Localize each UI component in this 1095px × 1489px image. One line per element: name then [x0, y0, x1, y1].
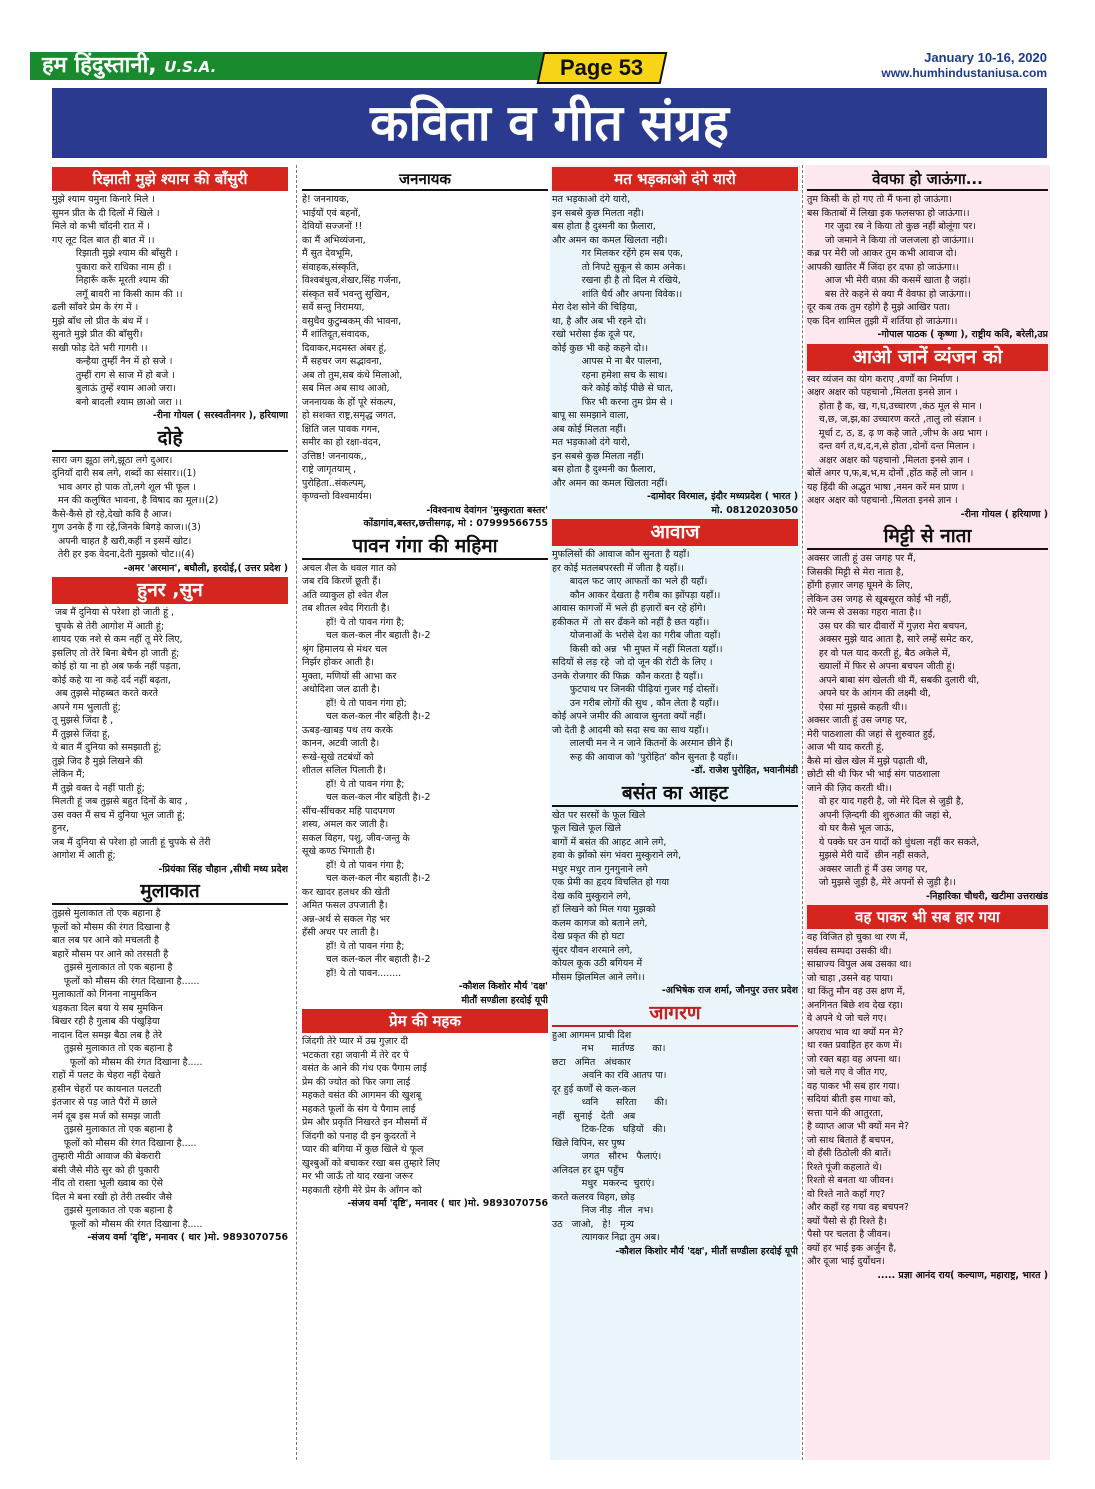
- poem-title: दोहे: [52, 425, 288, 452]
- poem-author: -विश्वनाथ देवांगन 'मुस्कुराता बस्तर' कोंडागांव,बस्तर,छत्तीसगढ़, मो : 07999566755: [363, 504, 548, 529]
- poem-author: -संजय वर्मा 'दृष्टि', मनावर ( धार )मो. 9893070756: [87, 1232, 288, 1243]
- poem-body: सारा जग झूठा लगे,झूठा लगे दुआर। दुनियाँ दारी सब लगे, शब्दों का संसार।।(1) भाव अगर हो पाक तो,लगे शूल भी फूल । मन की कलुषित भावना, है विषाद का मूल।।(2) कैसे-कैसे हो रहे,देखो कवि है आज। गुण उनके हैं गा रहे,जिनके बिगड़े काज।।(3) अपनी चाहत है खरी,कहीं न इसमें खोट। तेरी हर इक वेदना,देती मुझको चोट।।(4): [52, 454, 219, 560]
- poem-jannayak: [300, 167, 550, 531]
- poem-author: -संजय वर्मा 'दृष्टि', मनावर ( धार )मो. 9893070756: [347, 1198, 548, 1209]
- poem-body: मुझे श्याम यमुना किनारे मिले । सुमन प्रीत के दी दिलों में खिले । मिले वो कभी चाँदनी रात में । गए लूट दिल बात ही बात में ।। रिझाती मुझे श्याम की बाँसुरी । पुकारा करे राधिका नाम ही । निहारूँ करूँ मूरती श्याम की लगूँ बावरी ना किसी काम की ।। ढली साँवरे प्रेम के रंग में । मुझे बाँध लो प्रीत के बंध में । सुनाते मुझे प्रीत की बाँसुरी। सखी फोड़ देते भरी गागरी ।। कन्हैया तुम्हीं नैन में हो सजे । तुम्हीं राग से साज में हो बजे । बुलाऊं तुम्हें श्याम आओ जरा। बनो बादली श्याम छाओ जरा ।।: [52, 194, 183, 408]
- brand-usa: U.S.A.: [164, 58, 217, 76]
- poem-body: खेत पर सरसों के फूल खिले फूल खिले फूल खिले बागों में बसंत की आहट आने लगे, हवा के झोंको संग भंवरा मुस्कुराने लगे, मधुर मधुर तान गुनगुनाने लगे एक प्रेमी का हृदय विचलित हो गया देख कवि मुस्कुराने लगे, हॉ लिखने को मिल गया मुझको कलम कागज को बताने लगे, देख प्रकृत की हो घटा सुंदर यौवन शरमाने लगे, कोयल कूक उठी बगियन में मौसम झिलमिल आने लगे।।: [552, 809, 682, 983]
- poem-awaz: [550, 519, 800, 778]
- column-divider: [296, 165, 297, 1460]
- column-divider: [802, 165, 803, 1460]
- poem-title: वह पाकर भी सब हार गया: [807, 905, 1048, 929]
- poem-title: आवाज: [552, 519, 798, 546]
- brand-text: हम हिंदुस्तानी,: [42, 53, 157, 78]
- poem-author: -कौशल किशोर मौर्य 'दक्ष' मीतौं सण्डीला हरदोई यूपी: [458, 981, 548, 1006]
- column-3: [550, 165, 800, 1460]
- column-4: [805, 165, 1050, 1460]
- poem-title: प्रेम की महक: [302, 1009, 548, 1033]
- poem-basant: [550, 780, 800, 998]
- poem-author: -रीना गोयल ( सरस्वतीनगर ), हरियाणा: [152, 410, 288, 421]
- poem-author: -कौशल किशोर मौर्य 'दक्ष', मीतौं सण्डीला हरदोई यूपी: [615, 1245, 798, 1257]
- section-banner: कविता व गीत संग्रह: [52, 88, 1047, 158]
- poem-mulakat: [50, 878, 290, 1245]
- poem-hunar: [50, 577, 290, 876]
- poem-vah-pakar: [805, 905, 1050, 1282]
- poem-title: जननायक: [302, 167, 548, 191]
- poem-body: हुआ आगमन प्राची दिश नभ मार्तण्ड का। छटा अमित अंधकार अवनि का रवि आतप पा। दूर हुई कर्णों से कल-कल ध्वनि सरिता की। नहीं सुनाई देती अब टिक-टिक घड़ियों की। खिले विपिन, सर पुष्प जगत सौरभ फैलाएं। अलिदल हर द्रुम पहुँच मधुर मकरन्द चुराएं। करते कलरव विहग, छोड़ निज नीड़ नील नभ। उठ जाओ, हे! मृत्र्य त्यागकर निद्रा तुम अब।: [552, 1029, 668, 1243]
- publication-name[interactable]: [30, 52, 555, 80]
- column-2: [300, 165, 550, 1460]
- poem-title: मुलाकात: [52, 878, 288, 905]
- column-1: [50, 165, 290, 1460]
- poem-rijhati: [50, 167, 290, 423]
- poem-title: बसंत का आहट: [552, 780, 798, 807]
- poem-body: वह विजित हो चुका था रण में, सर्वस्व सम्पदा उसकी थी। साम्राज्य विपुल अब उसका था। जो चाहा ,उसने वह पाया। था किंतु मौन वह उस क्षण में, अनगिनत बिछे शव देख रहा। वे अपने थे जो चले गए। अपराध भाव था क्यों मन मे? था रक्त प्रवाहित हर कण में। जो रक्त बहा वह अपना था। जो चले गए वे जीत गए, वह पाकर भी सब हार गया। सदियां बीती इस गाथा को, सत्ता पाने की आतुरता, है व्याप्त आज भी क्यों मन मे? जो साथ बिताते हैं बचपन, वो हँसी ठिठोली की बातें। रिश्ते पूंजी कहलाते थे। रिश्तो से बनता था जीवन। वो रिश्ते नाते कहाँ गए? और कहाँ रह गया वह बचपन? क्यों पैसो से ही रिश्ते है। पैसो पर चलता है जीवन। क्यों हर भाई इक अर्जुन है, और दूजा भाई दुर्योधन।: [807, 932, 912, 1267]
- poem-author: -रीना गोयल ( हरियाणा ): [960, 508, 1048, 520]
- poem-body: तुम किसी के हो गए तो मैं फना हो जाऊंगा। बस किताबों में लिखा इक फलसफा हो जाऊंगा।। गर जुदा रब ने किया तो कुछ नहीं बोलूंगा पर। जो जमाने ने किया तो जलजला हो जाऊंगा।। कब्र पर मेरी जो आकर तुम कभी आवाज दो। आपकी खातिर मैं जिंदा हर दफा हो जाऊंगा।। आज भी मेरी वफ़ा की कसमें खाता है जहां। बस तेरे कहने से क्या मैं वेवफा हो जाऊंगा।। दूर कब तक तुम रहोगे है मुझे आखिर पता। एक दिन शामिल तुझी में शर्तिया हो जाऊंगा।।: [807, 194, 976, 327]
- poem-vyanjan: [805, 344, 1050, 522]
- poem-body: स्वर व्यंजन का योग कराए ,वर्णों का निर्माण । अक्षर अक्षर को पहचानो ,मिलता इनसे ज्ञान । होता है क, ख, ग,घ,उच्चारण ,कंठ मूल से मान । च,छ, ज,झ,का उच्चारण करते ,तालु लो संज्ञान । मूर्धा ट, ठ, ड, ढ़ ण कहे जाते ,जीभ के अग्र भाग । दन्त वर्ग त,थ,द,न,से होता ,दोनों दन्त मिलान । अक्षर अक्षर को पहचानो ,मिलता इनसे ज्ञान । बोलें अगर प,फ,ब,भ,म दोनों ,होंठ कहें लो जान । यह हिंदी की अद्भुत भाषा ,नमन करें मन प्राण । अक्षर अक्षर को पहचानो ,मिलता इनसे ज्ञान ।: [807, 373, 989, 506]
- poem-title: मिट्टी से नाता: [807, 523, 1048, 550]
- poem-body: तुझसे मुलाकात तो एक बहाना है फूलों को मौसम की रंगत दिखाना है बात लब पर आने को मचलती है बहारें मौसम पर आने को तरसती है तुझसे मुलाकात तो एक बहाना है फूलों को मौसम की रंगत दिखाना है...... मुलाकातों को गिनना नामुमकिन धड़कता दिल बया ये सब मुमकिन बिखर रही है गुलाब की पंखुड़िया नादान दिल समझ बैठा लब है तेरे तुझसे मुलाकात तो एक बहाना है फूलों को मौसम की रंगत दिखाना है..... राहों में पलट के चेहरा नहीं देखते हसीन चेहरों पर कायनात पलटती इंतजार से पड़ जाते पैरों में छाले नर्म दूब इस मर्ज को समझ जाती तुझसे मुलाकात तो एक बहाना है फूलों को मौसम की रंगत दिखाना है..... तुम्हारी मीठी आवाज की बेकरारी बंसी जैसे मीठे सुर को ही पुकारी नींद तो रास्ता भूली ख्वाब का ऐसे दिल मे बना रखी हो तेरी तस्वीर जैसे तुझसे मुलाकात तो एक बहाना है फूलों को मौसम की रंगत दिखाना है.....: [52, 908, 203, 1230]
- poem-body: मत भड़काओ दंगे यारो, इन सबसे कुछ मिलता नही। बस होता है दुश्मनी का फ़ैलारा, और अमन का कमल खिलता नही। गर मिलकर रहेंगे हम सब एक, तो निपटे सुकून से काम अनेक। रखना ही है तो दिल मे रखिये, शांति धैर्य और अपना विवेक।। मेरा देश सोने की चिड़िया, था, है और अब भी रहने दो। रखो भरोसा ईक दूजे पर, कोई कुछ भी कहे कहने दो।। आपस मे ना बैर पालना, रहना हमेशा सच के साथ। करे कोई कोई पीछे से घात, फिर भी करना तुम प्रेम से । बापू सा समझाने वाला, अब कोई मिलता नहीं। मत भड़काओ दंगे यारो, इन सबसे कुछ मिलता नहीं। बस होता है दुश्मनी का फ़ैलारा, और अमन का कमल खिलता नहीं।: [552, 194, 686, 489]
- website-link[interactable]: www.humhindustaniusa.com: [881, 66, 1047, 80]
- poem-pavan-ganga: [300, 533, 550, 1008]
- poem-body: अचल शैल के धवल गात को जब रवि किरणें छूती हैं। अति व्याकुल हो श्वेत शैल तब शीतल श्वेद गिराती है। हाँ! ये तो पावन गंगा है; चल कल-कल नीर बहाती है।-2 श्रृंग हिमालय से मंथर चल निर्झर होकर आती है। मुक्ता, मणियों सी आभा कर अधोदिशा जल ढाती है। हाँ! ये तो पावन गंगा हो; चल कल-कल नीर बहिती है।-2 ऊबड़-खाबड़ पथ तय करके कानन, अटवी जाती है। रूखे-सूखे तटबंधों को शीतल सलिल पिलाती है। हाँ! ये तो पावन गंगा है; चल कल-कल नीर बहिती है।-2 सींच-सींचकर महि पादपगण शस्य, अमल कर जाती है। सकल विहग, पशु, जीव-जन्तु के सूखे कण्ठ भिगाती है। हाँ! ये तो पावन गंगा है; चल कल-कल नीर बहाती है।-2 कर खादर हलधर की खेती अमित फसल उपजाती है। अन्न-अर्थ से सकल गेह भर हँसी अधर पर लाती है। हाँ! ये तो पावन गंगा है; चल कल-कल नीर बहाती है।-2 हाँ! ये तो पावन........: [302, 562, 431, 979]
- poem-author: ..... प्रज्ञा आनंद राय( कल्याण, महाराष्ट्र, भारत ): [877, 1269, 1048, 1281]
- poem-body: हे! जननायक, भाईयों एवं बहनों, देवियों सज्जनों !! का मैं अभिव्यंजना, मैं सुत देवभूमि, संवाहक,संस्कृति, विश्वबंधुत्व,शेखर,सिंह गर्जना, संस्कृत सर्वे भवन्तु सुखिन, सर्वे सन्तु निरामया, वसुधैव कुटुम्बकम् की भावना, मैं शांतिदूत,संवादक, दिवाकर,मदमस्त अंबर हूं, मैं सहचर जग सद्भावना, अब तो तुम,सब कंधे मिलाओ, सब मिल अब साथ आओ, जननायक के हों पूरे संकल्प, हो सशक्त राष्ट्र,समृद्ध जगत, क्षिति जल पावक गगन, समीर का हो रक्षा-वंदन, उत्तिष्ठ! जननायक,, राष्ट्रे जागृतयाम् , पुरोहिता..संकल्पम्, कृण्वन्तो विश्वमार्यम।: [302, 194, 403, 502]
- poem-jagran: [550, 1000, 800, 1259]
- poem-title: हुनर ,सुन: [52, 577, 288, 604]
- poem-author: -प्रियंका सिंह चौहान ,सीधी मध्य प्रदेश: [158, 863, 288, 875]
- poem-author: -अमर 'अरमान', बघौली, हरदोई,( उत्तर प्रदेश ): [123, 562, 288, 574]
- poem-mat-bhadkao: [550, 167, 800, 517]
- poem-author: -गोपाल पाठक ( कृष्णा ), राष्ट्रीय कवि, बरेली,उप्र: [877, 329, 1048, 340]
- poem-title: मत भड़काओ दंगे यारो: [552, 167, 798, 191]
- issue-date: January 10-16, 2020: [924, 50, 1047, 65]
- poem-body: अक्सर जाती हूं उस जगह पर मैं, जिसकी मिट्टी से मेरा नाता है, होंगी हज़ार जगह घूमने के लिए, लेकिन उस जगह से खूबसूरत कोई भी नहीं, मेरे जन्म से उसका गहरा नाता है।। उस घर की चार दीवारों में गुज़रा मेरा बचपन, अक्सर मुझे याद आता है, सारे लम्हें समेट कर, हर वो पल याद करती हूं, बैठ अकेले में, ख्यालों में फिर से अपना बचपन जीती हूं। अपने बाबा संग खेलती थी मैं, सबकी दुलारी थी, अपने घर के आंगन की लक्ष्मी थी, ऐसा मां मुझसे कहती थी।। अक्सर जाती हूं उस जगह पर, मेरी पाठशाला की जहां से शुरुवात हुई, आज भी याद करती हूं, कैसे मां खेल खेल में मुझे पढ़ाती थी, छोटी सी थी फिर भी भाई संग पाठशाला जाने की ज़िद करती थी।। वो हर याद गहरी है, जो मेरे दिल से जुड़ी है, अपनी ज़िन्दगी की शुरुआत की जहां से, वो घर कैसे भूल जाऊं, ये पक्के घर उन यादों को धुंधला नहीं कर सकते, मुझसे मेरी यादें छीन नहीं सकते, अक्सर जाती हूं मैं उस जगह पर, जो मुझसे जुड़ी है, मेरे अपनों से जुड़ी है।।: [807, 553, 980, 888]
- poem-author: -अभिषेक राज शर्मा, जौनपुर उत्तर प्रदेश: [661, 985, 798, 996]
- page-number: Page 53: [560, 55, 644, 80]
- poem-prem-ki-mahak: [300, 1009, 550, 1211]
- poem-body: मुफलिसों की आवाज कौन सुनता है यहाँ। हर कोई मतलबपरस्ती में जीता है यहाँ।। बादल फट जाए आफतों का भले ही यहाँ। कौन आकर देखता है गरीब का झोंपड़ा यहाँ।। आवास कागजों में भले ही हज़ारों बन रहे होंगे। हकीकत में तो सर ढँकने को नहीं है छत यहाँ।। योजनाओं के भरोसे देश का गरीब जीता यहाँ। किसी को अन्न भी मुफ्त में नहीं मिलता यहाँ।। सदियों से लड़ रहे जो दो जून की रोटी के लिए । उनके रोजगार की फिक्र कौन करता है यहाँ।। फुटपाथ पर जिनकी पीढ़ियां गुजर गई दोस्तों। उन गरीब लोगों की सुध , कौन लेता है यहाँ।। कोई अपने जमीर की आवाज सुनता क्यों नहीं। जो देती है आदमी को सदा सच का साथ यहाँ।। लालची मन ने न जाने कितनों के अरमान छीने हैं। रूह की आवाज को 'पुरोहित' कौन सुनता है यहाँ।।: [552, 549, 738, 763]
- poem-title: जागरण: [552, 1000, 798, 1027]
- poem-body: जिंदगी तेरे प्यार में उम्र गुज़ार दी भटकता रहा जवानी में तेरे दर पे वसंत के आने की गंध एक पैगाम लाई प्रेम की ज्योत को फिर जगा लाई महकते वसंत की आगमन की खुशबू महकते फूलों के संग ये पैगाम लाई प्रेम और प्रकृति निखरते इन मौसमों में जिंदगी को पनाह दी इन कुदरतों ने प्यार की बगिया में कुछ खिले थे फूल खुश्बुओं को बचाकर रखा बस तुम्हारे लिए मर भी जाऊँ तो याद रखना जरूर महकाती रहेगी मेरे प्रेम के आँगन को: [302, 1036, 440, 1196]
- poem-title: पावन गंगा की महिमा: [302, 533, 548, 560]
- page-number-badge: [537, 52, 668, 84]
- poem-author: -निहारिका चौधरी, खटीमा उत्तराखंड: [925, 890, 1048, 902]
- poem-dohe: [50, 425, 290, 576]
- poem-title: रिझाती मुझे श्याम की बाँसुरी: [52, 167, 288, 191]
- poem-author: -डॉ. राजेश पुरोहित, भवानीमंडी: [690, 765, 798, 776]
- poem-author: -दामोदर विरमाल, इंदौर मध्यप्रदेश ( भारत ) मो. 08120203050: [646, 491, 798, 516]
- poem-body: जब मैं दुनिया से परेशा हो जाती हूं , चुपके से तेरी आगोश में आती हूं; शायद एक नशे से कम नहीं तू मेरे लिए, इसलिए तो तेरे बिना बेचैन हो जाती हूं; कोई हो या ना हो अब फर्क नहीं पड़ता, कोई कहे या ना कहे दर्द नहीं बढ़ता, अब तुझसे मोहब्बत करते करते अपने गम भुलाती हूं; तू मुझसे जिंदा है , मैं तुझसे जिंदा हूं, ये बात मैं दुनिया को समझाती हूं; तुझे जिद है मुझे लिखने की लेकिन मैं; मैं तुझे वक्त दे नहीं पाती हूं; मिलती हूं जब तुझसे बहुत दिनों के बाद , उस वक्त मैं सच में दुनिया भूल जाती हूं; हुनर, जब मैं दुनिया से परेशा हो जाती हूं चुपके से तेरी आगोश में आती हूं;: [52, 607, 211, 861]
- poem-title: वेवफा हो जाऊंगा...: [807, 167, 1048, 191]
- poem-vevafa: [805, 167, 1050, 342]
- poem-title: आओ जानें व्यंजन को: [807, 344, 1048, 371]
- poem-mitti: [805, 523, 1050, 903]
